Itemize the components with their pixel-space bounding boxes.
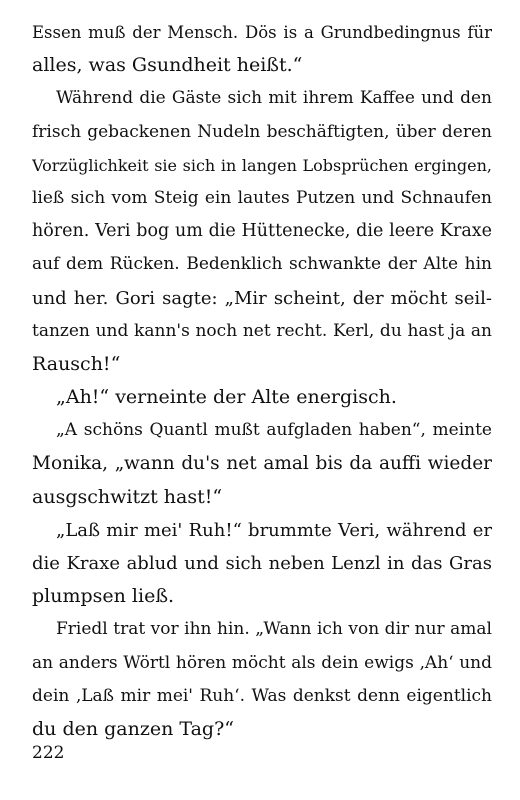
text-line: du den ganzen Tag?“ <box>32 717 234 740</box>
text-line: Während die Gäste sich mit ihrem Kaffee und den <box>56 88 492 109</box>
text-line: dein ‚Laß mir mei' Ruh‘. Was denkst denn eigentlich <box>32 685 492 706</box>
text-line: Rausch!“ <box>32 352 121 375</box>
page-body-text <box>32 16 492 746</box>
text-line: Essen muß der Mensch. Dös is a Grundbedingnus für <box>32 23 492 42</box>
text-line: an anders Wörtl hören möcht als dein ewigs ‚Ah‘ und <box>32 652 492 673</box>
text-line: „Laß mir mei' Ruh!“ brummte Veri, während er <box>56 519 492 541</box>
text-line: ausgschwitzt hast!“ <box>32 485 223 508</box>
page-number: 222 <box>32 743 65 763</box>
text-line: ließ sich vom Steig ein lautes Putzen und Schnaufen <box>32 187 492 208</box>
text-line: Vorzüglichkeit sie sich in langen Lobsprüchen ergingen, <box>32 155 492 175</box>
text-line: „Ah!“ verneinte der Alte energisch. <box>56 386 397 409</box>
text-line: die Kraxe ablud und sich neben Lenzl in das Gras <box>32 553 492 574</box>
text-line: plumpsen ließ. <box>32 585 175 608</box>
text-line: Monika, „wann du's net amal bis da auffi wieder <box>32 453 492 475</box>
text-line: auf dem Rücken. Bedenklich schwankte der Alte hin <box>32 254 492 275</box>
text-line: alles, was Gsundheit heißt.“ <box>32 54 303 77</box>
text-line: „A schöns Quantl mußt aufgladen haben“, meinte <box>56 420 492 441</box>
text-line: tanzen und kann's noch net recht. Kerl, du hast ja an <box>32 320 492 341</box>
text-line: hören. Veri bog um die Hüttenecke, die leere Kraxe <box>32 221 492 242</box>
text-line: Friedl trat vor ihn hin. „Wann ich von dir nur amal <box>56 619 492 640</box>
text-line: und her. Gori sagte: „Mir scheint, der möcht seil- <box>32 287 492 309</box>
text-line: frisch gebackenen Nudeln beschäftigten, über deren <box>32 121 492 142</box>
